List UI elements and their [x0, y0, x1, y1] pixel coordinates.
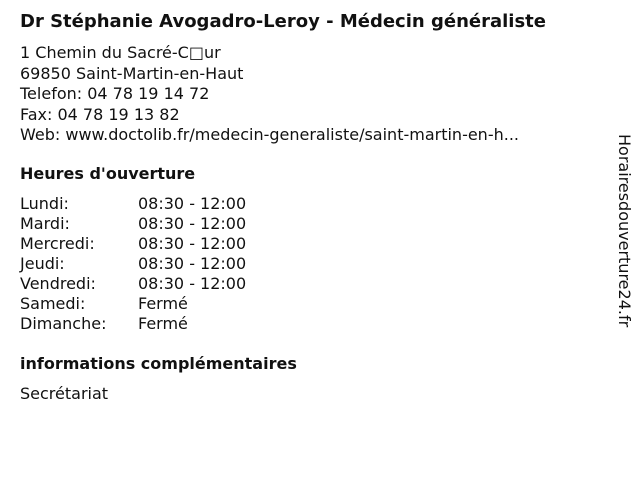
day-hours: 08:30 - 12:00	[138, 234, 247, 253]
day-hours: 08:30 - 12:00	[138, 254, 247, 273]
additional-info-text: Secrétariat	[20, 384, 109, 403]
street-address: 1 Chemin du Sacré-C□ur	[20, 43, 221, 62]
fax-number: Fax: 04 78 19 13 82	[20, 104, 180, 124]
day-label: Mardi:	[20, 214, 70, 233]
day-label: Dimanche:	[20, 314, 107, 333]
day-hours: Fermé	[138, 314, 188, 333]
hours-row-lundi	[20, 194, 246, 214]
hours-row-jeudi	[20, 254, 246, 274]
day-label: Vendredi:	[20, 274, 96, 293]
hours-row-vendredi	[20, 274, 246, 294]
phone-number: Telefon: 04 78 19 14 72	[20, 84, 210, 103]
day-hours: Fermé	[138, 294, 188, 313]
opening-hours-table	[20, 194, 246, 334]
day-hours: 08:30 - 12:00	[138, 274, 247, 293]
site-brand-label: Horairesdouverture24.fr	[615, 134, 634, 328]
day-label: Samedi:	[20, 294, 86, 313]
day-label: Mercredi:	[20, 234, 95, 253]
hours-row-dimanche	[20, 314, 246, 334]
day-label: Lundi:	[20, 194, 69, 213]
page-title: Dr Stéphanie Avogadro-Leroy - Médecin généraliste	[20, 11, 546, 32]
opening-hours-heading: Heures d'ouverture	[20, 164, 196, 183]
website-link[interactable]: Web: www.doctolib.fr/medecin-generaliste/saint-martin-en-h...	[20, 125, 519, 144]
contact-block	[20, 43, 519, 146]
city-address: 69850 Saint-Martin-en-Haut	[20, 63, 244, 83]
additional-info-heading: informations complémentaires	[20, 354, 297, 373]
hours-row-mardi	[20, 214, 246, 234]
day-hours: 08:30 - 12:00	[138, 194, 247, 213]
hours-row-samedi	[20, 294, 246, 314]
day-hours: 08:30 - 12:00	[138, 214, 247, 233]
hours-row-mercredi	[20, 234, 246, 254]
day-label: Jeudi:	[20, 254, 65, 273]
